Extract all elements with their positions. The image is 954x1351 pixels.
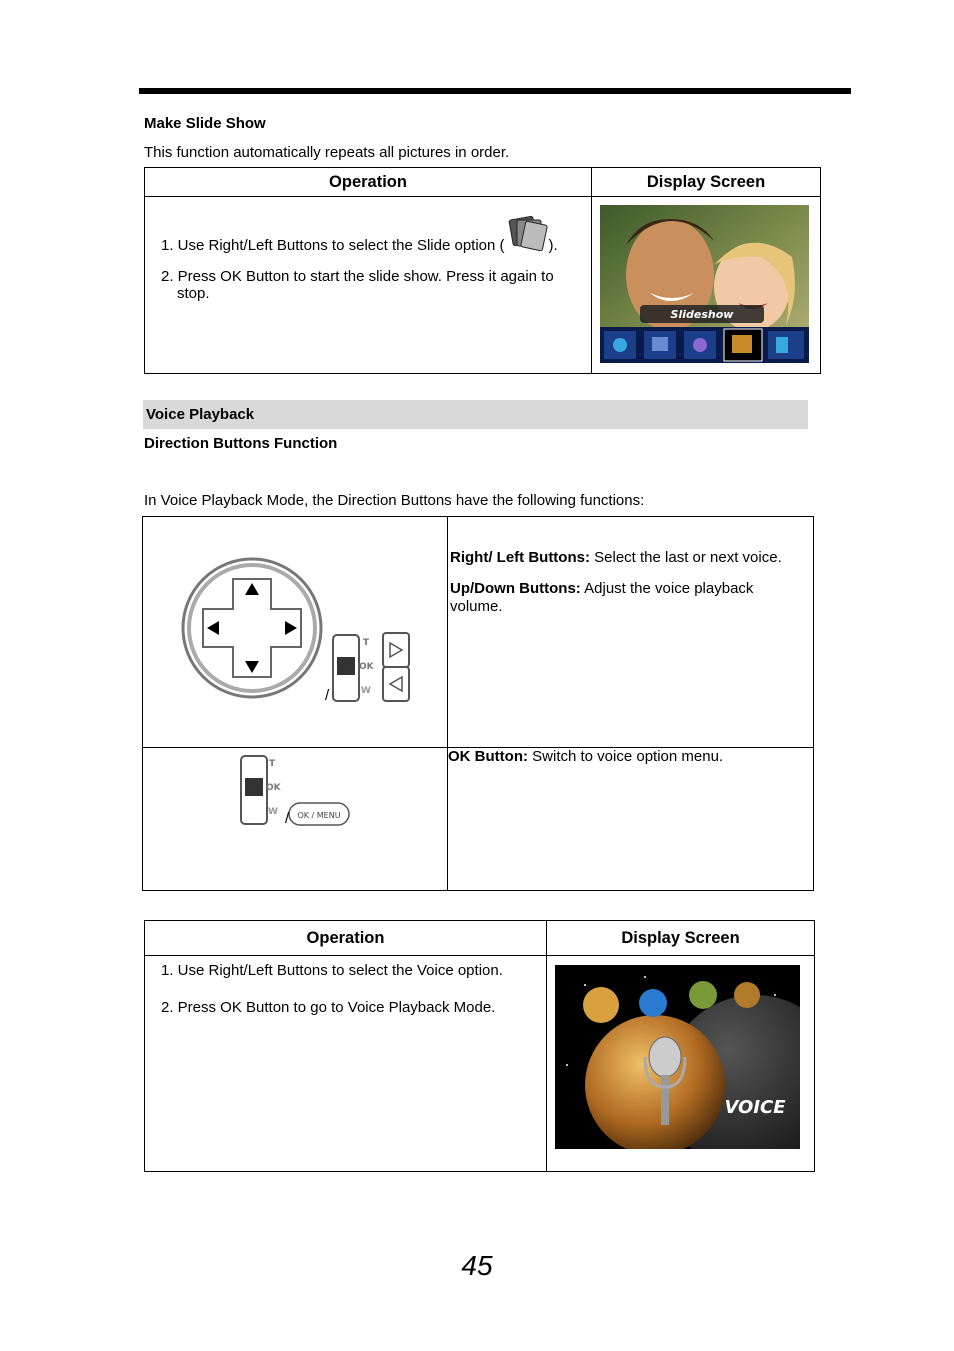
voice-display-cell: [547, 956, 815, 1172]
ok-button-desc: OK Button: Switch to voice option menu.: [448, 748, 724, 765]
slideshow-screen-image: [600, 205, 809, 363]
slideshow-screen-label: Slideshow: [670, 308, 734, 321]
voice-section-bar: [143, 400, 808, 429]
slideshow-step-2: 2. Press OK Button to start the slide show. Press it again to stop.: [161, 268, 554, 302]
voice-step-2: 2. Press OK Button to go to Voice Playback Mode.: [161, 999, 496, 1016]
microphone-icon: [649, 1037, 681, 1077]
direction-pad-cell: [143, 517, 448, 748]
slideshow-col-operation: Operation: [145, 168, 592, 197]
buttons-table: [142, 516, 814, 891]
direction-pad-image: [181, 557, 323, 699]
ok-key-image: [239, 754, 351, 828]
svg-text:OK: OK: [266, 783, 281, 793]
voice-col-display: Display Screen: [547, 921, 815, 956]
direction-desc-cell: [448, 517, 814, 748]
svg-text:OK / MENU: OK / MENU: [297, 811, 341, 820]
svg-text:T: T: [269, 759, 276, 769]
up-down-desc: Up/Down Buttons: Adjust the voice playback volume.: [450, 580, 754, 615]
slideshow-display-cell: [592, 197, 821, 374]
slide-option-icon: [505, 214, 549, 254]
voice-screen-image: [555, 965, 800, 1149]
ok-desc-cell: [448, 748, 814, 891]
slideshow-step-1: 1. Use Right/Left Buttons to select the Slide option ( ).: [153, 237, 583, 254]
slideshow-col-display: Display Screen: [592, 168, 821, 197]
voice-section-title: Voice Playback: [146, 406, 255, 423]
voice-intro: In Voice Playback Mode, the Direction Buttons have the following functions:: [144, 492, 645, 509]
separator-slash: /: [325, 687, 330, 704]
zoom-lever-knob: [337, 657, 355, 675]
direction-buttons-heading: Direction Buttons Function: [144, 435, 338, 452]
zoom-lever-knob-2: [245, 778, 263, 796]
svg-text:W: W: [361, 686, 371, 696]
voice-operation-cell: [145, 956, 547, 1172]
svg-text:W: W: [268, 807, 278, 817]
svg-text:T: T: [363, 638, 370, 648]
voice-col-operation: Operation: [145, 921, 547, 956]
voice-op-table: [144, 920, 815, 1172]
right-left-desc: Right/ Left Buttons: Select the last or next voice.: [450, 549, 782, 566]
slideshow-table: [144, 167, 821, 374]
slideshow-intro: This function automatically repeats all pictures in order.: [144, 144, 510, 161]
slideshow-operation-cell: [145, 197, 592, 374]
voice-screen-label: VOICE: [724, 1097, 786, 1118]
ok-button-cell: [143, 748, 448, 891]
svg-text:OK: OK: [359, 662, 374, 672]
page-number: 45: [461, 1250, 493, 1281]
zoom-lever-and-arrow-keys-image: [331, 631, 411, 703]
voice-step-1: 1. Use Right/Left Buttons to select the Voice option.: [161, 962, 503, 979]
header-rule: [139, 88, 851, 94]
separator-slash-2: /: [285, 810, 290, 827]
slideshow-heading: Make Slide Show: [144, 115, 266, 132]
orange-planet: [585, 1015, 725, 1149]
